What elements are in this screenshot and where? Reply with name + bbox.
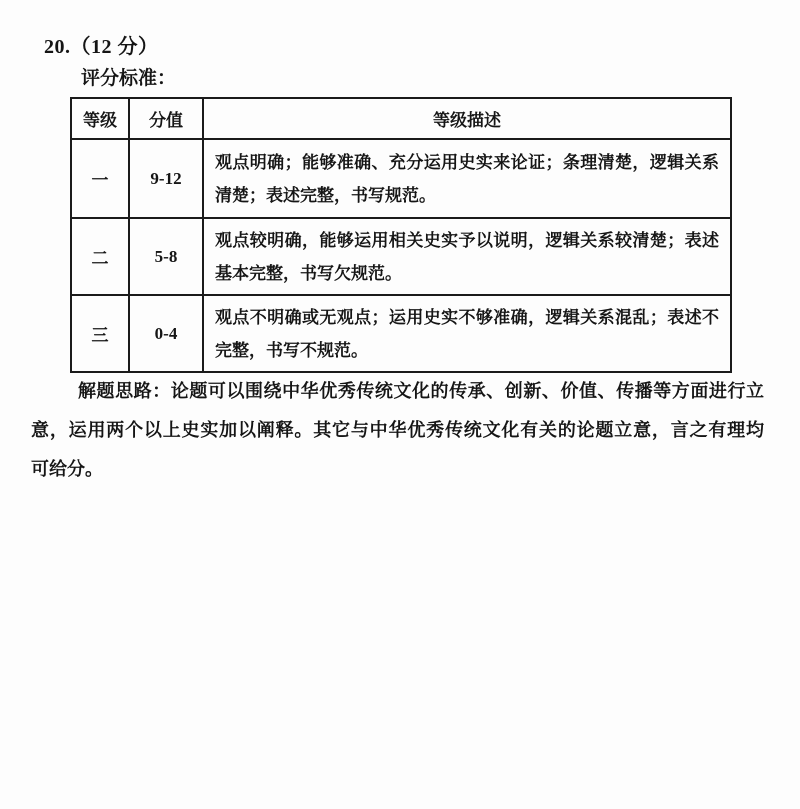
question-heading: 20.（12 分）	[44, 36, 159, 58]
score-cell: 5-8	[129, 218, 203, 295]
score-cell: 9-12	[129, 139, 203, 218]
description-cell: 观点不明确或无观点；运用史实不够准确，逻辑关系混乱；表述不完整，书写不规范。	[203, 295, 731, 372]
table-row	[71, 139, 731, 218]
description-cell: 观点明确；能够准确、充分运用史实来论证；条理清楚，逻辑关系清楚；表述完整，书写规范。	[203, 139, 731, 218]
rubric-label: 评分标准：	[81, 68, 177, 89]
col-header-score: 分值	[129, 98, 203, 139]
col-header-grade: 等级	[71, 98, 129, 139]
grade-cell: 三	[71, 295, 129, 372]
col-header-description: 等级描述	[203, 98, 731, 139]
explanation-line: 可给分。	[31, 459, 103, 479]
explanation-line: 解题思路：论题可以围绕中华优秀传统文化的传承、创新、价值、传播等方面进行立	[78, 381, 764, 401]
table-row	[71, 295, 731, 372]
grade-cell: 一	[71, 139, 129, 218]
rubric-table	[70, 97, 732, 373]
table-row	[71, 218, 731, 295]
grade-cell: 二	[71, 218, 129, 295]
table-header-row	[71, 98, 731, 139]
score-cell: 0-4	[129, 295, 203, 372]
explanation-line: 意，运用两个以上史实加以阐释。其它与中华优秀传统文化有关的论题立意，言之有理均	[31, 420, 764, 440]
description-cell: 观点较明确，能够运用相关史实予以说明，逻辑关系较清楚；表述基本完整，书写欠规范。	[203, 218, 731, 295]
explanation-paragraph	[31, 372, 764, 489]
